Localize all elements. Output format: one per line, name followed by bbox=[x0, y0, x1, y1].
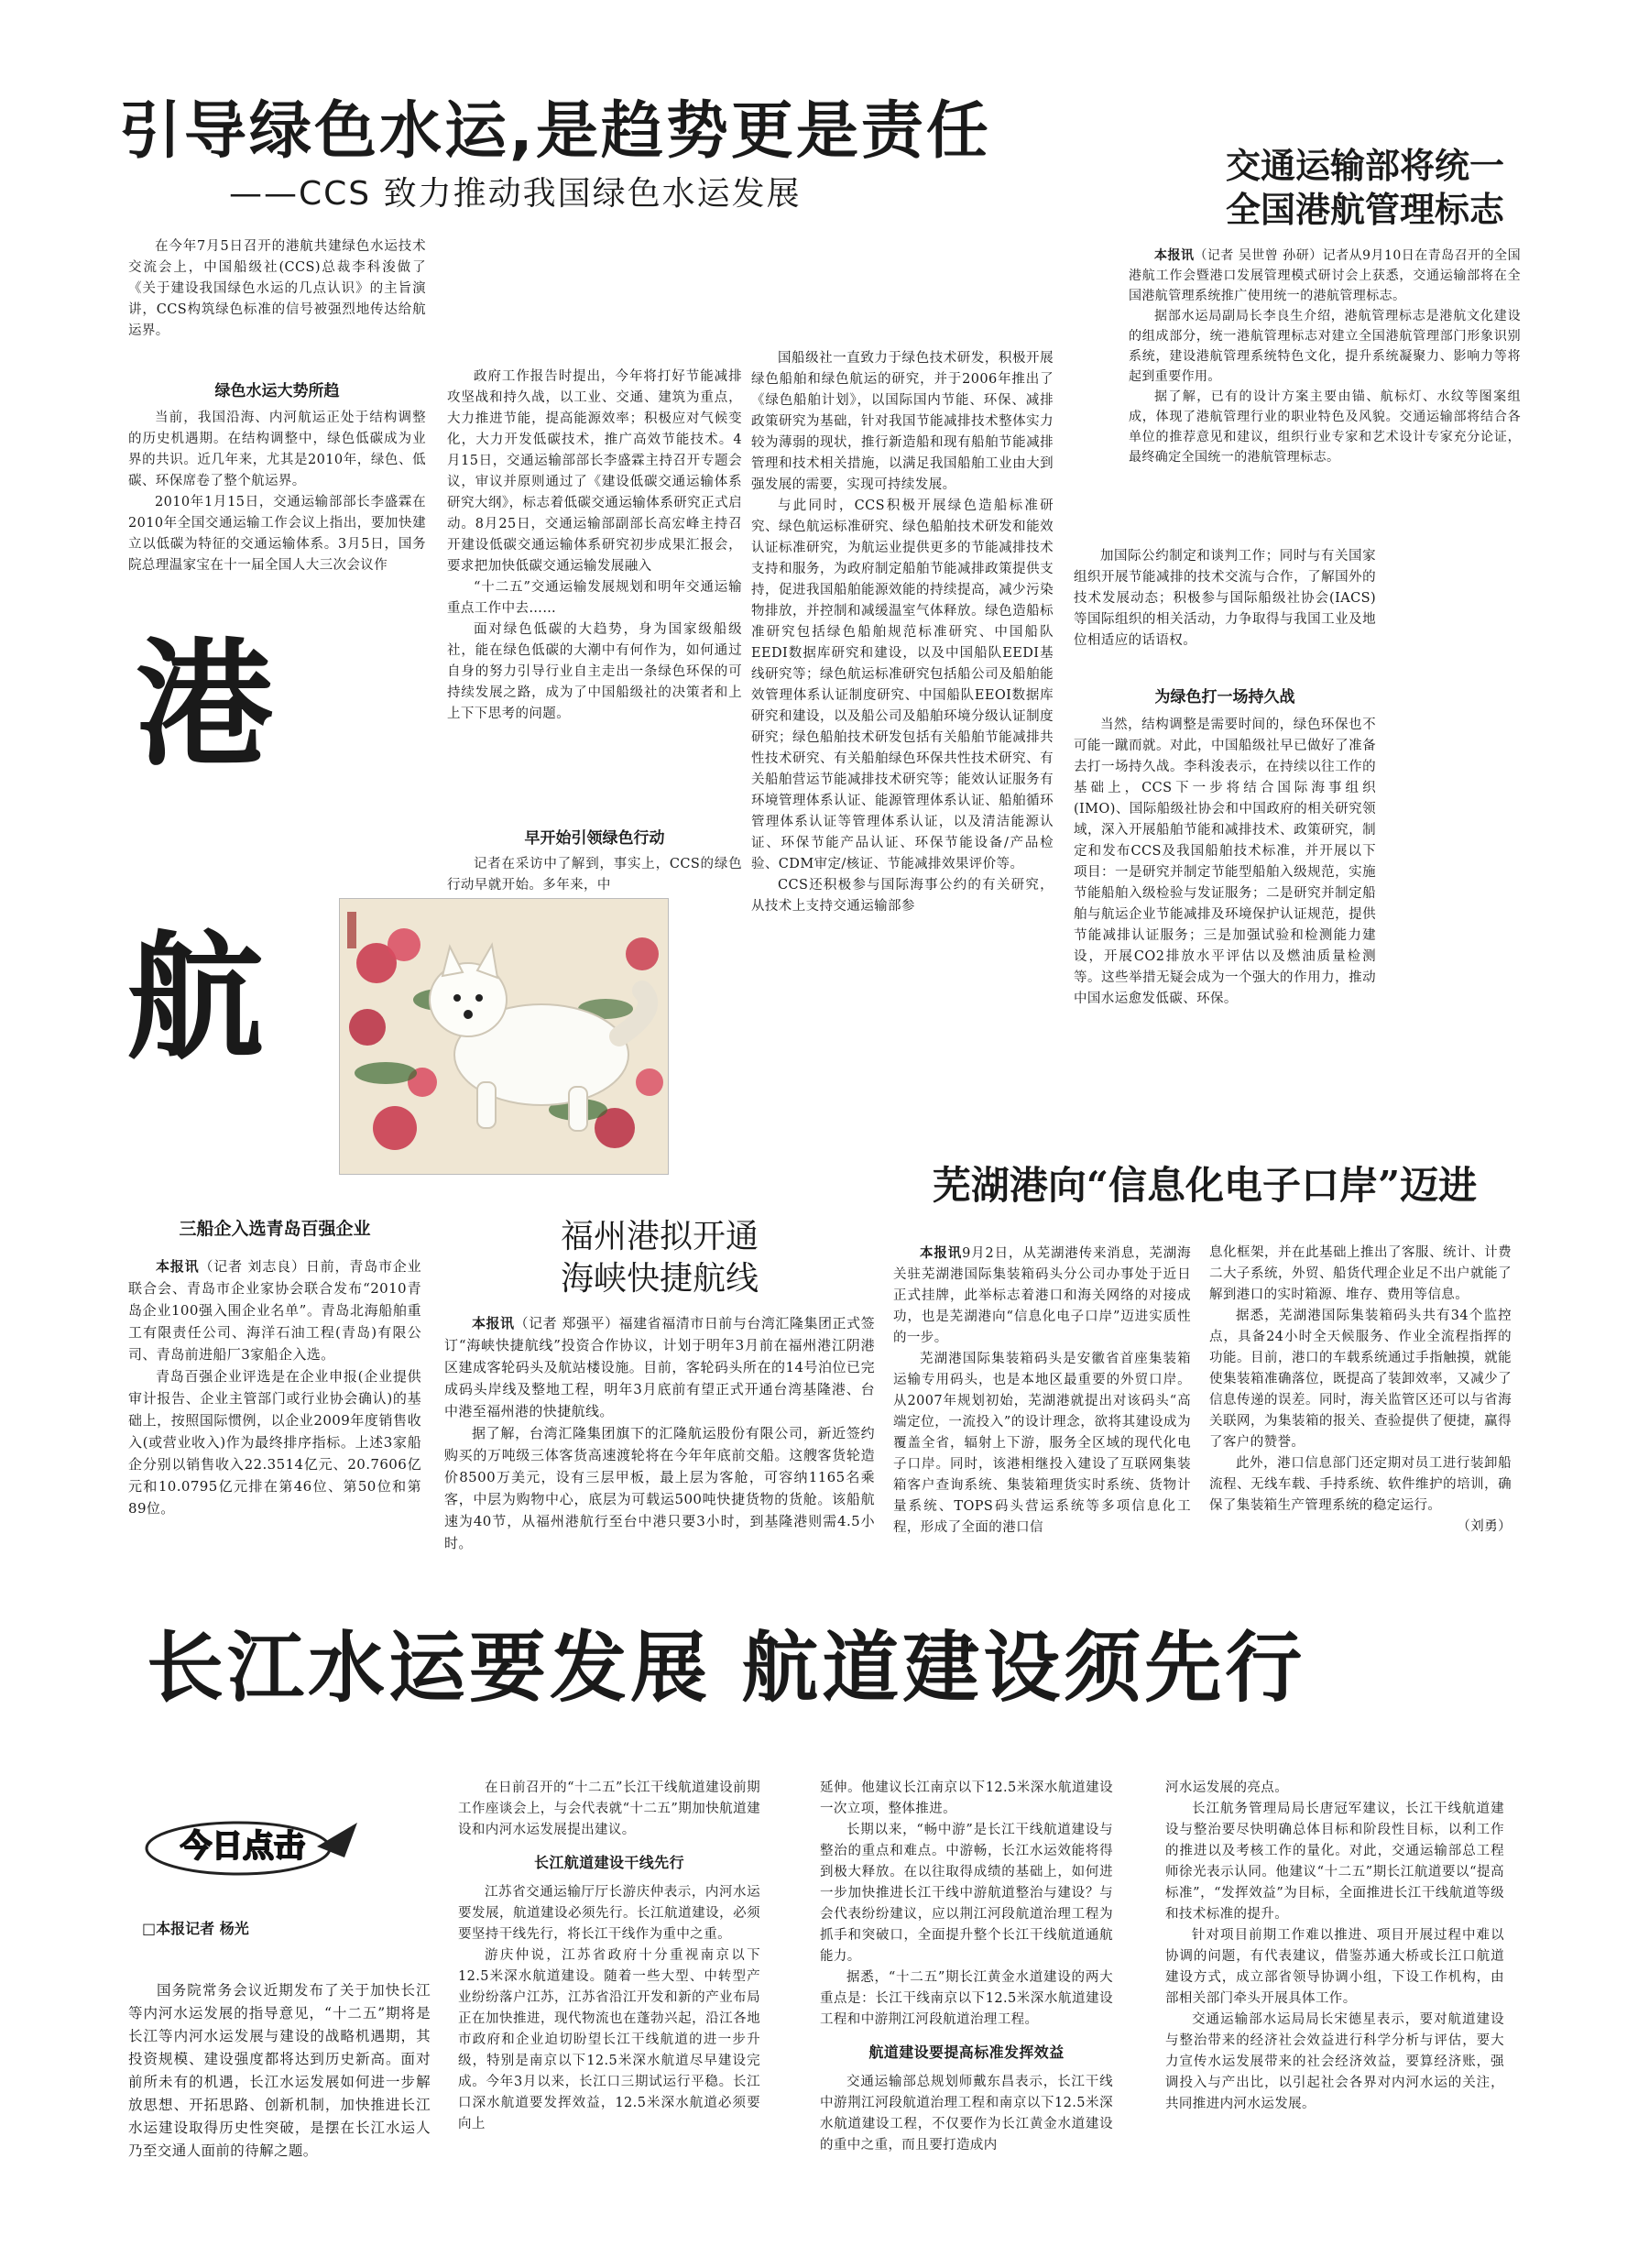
green-col3-body: 国船级社一直致力于绿色技术研发，积极开展绿色船舶和绿色航运的研究，并于2006年推出了《绿色船舶计划》，以国际国内节能、环保、减排政策研究为基础，针对我国节能减排技术整体实力较为薄弱的现状，推行新造船和现有船舶节能减排管理和技术相关措施，以满足我国船舶工业由大到强发展的需要，实现可持续发展。 与此同时，CCS积极开展绿色造船标准研究、绿色航运标准研究、绿色船舶技术研发和能效认证标准研究，为航运业提供更多的节能减排技术支持和服务，为政府制定船舶节能减排政策提供支持，促进我国船舶能源效能的持续提高，减少污染物排放，并控制和减缓温室气体释放。绿色造船标准研究包括绿色船舶规范标准研究、中国船队EEDI数据库研究和建设，以及中国船队EEDI基线研究等；绿色航运标准研究包括船公司及船舶能效管理体系认证制度研究、中国船队EEOI数据库研究和建设，以及船公司及船舶环境分级认证制度研究；绿色船舶技术研发包括有关船舶节能减排共性技术研究、有关船舶绿色环保共性技术研究、有关船舶营运节能减排技术研究等；能效认证服务有环境管理体系认证、能源管理体系认证、船舶循环管理体系认证等管理体系认证，以及清洁能源认证、环保节能产品认证、环保节能设备/产品检验、CDM审定/核证、节能减排效果评价等。 CCS还积极参与国际海事公约的有关研究，从技术上支持交通运输部参 bbox=[751, 351, 1054, 914]
qingdao-byline: 本报讯 bbox=[156, 1258, 200, 1275]
fuzhou-headline-line2: 海峡快捷航线 bbox=[560, 1260, 759, 1298]
qingdao-reporter: （记者 刘志良） bbox=[199, 1258, 306, 1275]
wuhu-p1: 9月2日，从芜湖港传来消息，芜湖海关驻芜湖港国际集装箱码头分公司办事处于近日正式挂牌，此举标志着港口和海关网络的对接成功，也是芜湖港向“信息化电子口岸”迈进实质性的一步。 bbox=[893, 1246, 1192, 1345]
wuhu-byline: 本报讯 bbox=[920, 1245, 963, 1261]
green-col4-body: 加国际公约制定和谈判工作；同时与有关国家组织开展节能减排的技术交流与合作，了解国外的技术发展动态；积极参与国际船级社协会(IACS)等国际组织的相关活动，力争取得与我国工业及地位相适应的话语权。 bbox=[1074, 549, 1376, 648]
yangtze-subhead-1: 长江航道建设干线先行 bbox=[533, 1854, 684, 1871]
sign-p2: 据部水运局副局长李良生介绍，港航管理标志是港航文化建设的组成部分，统一港航管理标志对建立全国港航管理部门形象识别系统，建设港航管理系统特色文化，提升系统凝聚力、影响力等将起到重要作用。 bbox=[1129, 309, 1521, 384]
section-label-char-1: 港 bbox=[136, 626, 274, 785]
wuhu-author: （刘勇） bbox=[1457, 1519, 1512, 1534]
yangtze-col4: 河水运发展的亮点。 长江航务管理局局长唐冠军建议，长江干线航道建设与整治要尽快明确总体目标和阶段性目标，以利工作的推进以及考核工作的量化。对此，交通运输部总工程师徐光表示认同。他建议“十二五”期长江航道要以“提高标准”，“发挥效益”为目标，全面推进长江干线航道等级和技术标准的提升。 针对项目前期工作难以推进、项目开展过程中难以协调的问题，有代表建议，借鉴苏通大桥或长江口航道建设方式，成立部省领导协调小组，下设工作机构，由部相关部门牵头开展具体工作。 交通运输部水运局局长宋德星表示，要对航道建设与整治带来的经济社会效益进行科学分析与评估，要大力宣传水运发展带来的社会经济效益，要算经济账，强调投入与产出比，以引起社会各界对内河水运的关注，共同推进内河水运发展。 bbox=[1165, 1780, 1504, 2111]
sign-body bbox=[1129, 246, 1521, 467]
green-col2-body: 政府工作报告时提出，今年将打好节能减排攻坚战和持久战，以工业、交通、建筑为重点，大力推进节能，提高能源效率；积极应对气候变化，大力开发低碳技术，推广高效节能技术。4月15日，交通运输部部长李盛霖主持召开专题会议，审议并原则通过了《建设低碳交通运输体系研究大纲》，标志着低碳交通运输体系研究正式启动。8月25日，交通运输部副部长高宏峰主持召开建设低碳交通运输体系研究初步成果汇报会，要求把加快低碳交通运输发展融入 “十二五”交通运输发展规划和明年交通运输重点工作中去…… 面对绿色低碳的大趋势，身为国家级船级社，能在绿色低碳的大潮中有何作为，如何通过自身的努力引导行业自主走出一条绿色环保的可持续发展之路，成为了中国船级社的决策者和上上下下思考的问题。 bbox=[447, 369, 742, 721]
sign-byline: 本报讯 bbox=[1154, 248, 1195, 263]
wuhu-p4: 据悉，芜湖港国际集装箱码头共有34个监控点，具备24小时全天候服务、作业全流程指挥的功能。目前，港口的车载系统通过手指触摸，就能使集装箱准确落位，既提高了装卸效率，又减少了信息传递的误差。同时，海关监管区还可以与省海关联网，为集装箱的报关、查验提供了便捷，赢得了客户的赞誉。 bbox=[1209, 1309, 1512, 1450]
green-col4-body-2: 当然，结构调整是需要时间的，绿色环保也不可能一蹴而就。对此，中国船级社早已做好了准备去打一场持久战。李科浚表示，在持续以往工作的基础上，CCS下一步将结合国际海事组织(IMO)、国际船级社协会和中国政府的相关研究领域，深入开展船舶节能和减排技术、政策研究，制定和发布CCS及我国船舶技术标准，并开展以下项目：一是研究并制定节能型船舶入级规范，实施节能船舶入级检验与发证服务；二是研究并制定船舶与航运企业节能减排及环境保护认证规范，提供节能减排认证服务；三是加强试验和检测能力建设，开展CO2排放水平评估以及燃油质量检测等。这些举措无疑会成为一个强大的作用力，推动中国水运愈发低碳、环保。 bbox=[1074, 718, 1376, 1006]
yangtze-subhead-2: 航道建设要提高标准发挥效益 bbox=[868, 2043, 1065, 2061]
section-label-char-2: 航 bbox=[126, 919, 265, 1079]
wuhu-p3: 息化框架，并在此基础上推出了客服、统计、计费二大子系统，外贸、船货代理企业足不出户就能了解到港口的实时箱源、堆存、费用等信息。 bbox=[1209, 1245, 1512, 1302]
yangtze-byline: □本报记者 杨光 bbox=[142, 1920, 249, 1937]
green-subheadline: ——CCS 致力推动我国绿色水运发展 bbox=[229, 175, 802, 213]
yangtze-headline: 长江水运要发展 航道建设须先行 bbox=[147, 1622, 1306, 1713]
sign-p1: 记者从9月10日在青岛召开的全国港航工作会暨港口发展管理模式研讨会上获悉，交通运输部将在全国港航管理系统推广使用统一的港航管理标志。 bbox=[1129, 248, 1521, 303]
today-click-label: 今日点击 bbox=[180, 1828, 305, 1865]
green-subhead-1: 绿色水运大势所趋 bbox=[214, 382, 340, 400]
fuzhou-headline-line1: 福州港拟开通 bbox=[560, 1218, 759, 1255]
yangtze-col2: 在日前召开的“十二五”长江干线航道建设前期工作座谈会上，与会代表就“十二五”期加快航道建设和内河水运发展提出建议。 长江航道建设干线先行 江苏省交通运输厅厅长游庆仲表示，内河水运要发展，航道建设必须先行。长江航道建设，必须要坚持干线先行，将长江干线作为重中之重。 游庆仲说，江苏省政府十分重视南京以下12.5米深水航道建设。随着一些大型、中转型产业纷纷落户江苏，江苏省沿江开发和新的产业布局正在加快推进，现代物流也在蓬勃兴起，沿江各地市政府和企业迫切盼望长江干线航道的进一步升级，特别是南京以下12.5米深水航道尽早建设完成。今年3月以来，长江口三期试运行平稳。长江口深水航道要发挥效益，12.5米深水航道必须要向上 bbox=[458, 1780, 760, 2131]
green-headline: 引导绿色水运,是趋势更是责任 bbox=[119, 95, 991, 168]
fuzhou-reporter: （记者 郑强平） bbox=[514, 1315, 619, 1331]
green-subhead-2: 早开始引领绿色行动 bbox=[524, 829, 665, 848]
wuhu-p2: 芜湖港国际集装箱码头是安徽省首座集装箱运输专用码头，也是本地区最重要的外贸口岸。从2007年规划初始，芜湖港就提出对该码头“高端定位，一流投入”的设计理念，欲将其建设成为覆盖全省，辐射上下游，服务全区域的现代化电子口岸。同时，该港相继投入建设了互联网集装箱客户查询系统、集装箱理货实时系统、货物计量系统、TOPS码头营运系统等多项信息化工程，形成了全面的港口信 bbox=[893, 1352, 1191, 1535]
green-intro: 在今年7月5日召开的港航共建绿色水运技术交流会上，中国船级社(CCS)总裁李科浚做了《关于建设我国绿色水运的几点认识》的主旨演讲，CCS构筑绿色标准的信号被强烈地传达给航运界。 bbox=[128, 239, 426, 338]
dog-painting bbox=[339, 898, 669, 1175]
qingdao-headline: 三船企入选青岛百强企业 bbox=[179, 1219, 371, 1239]
qingdao-body bbox=[128, 1255, 421, 1519]
fuzhou-body bbox=[444, 1312, 875, 1554]
wuhu-headline: 芜湖港向“信息化电子口岸”迈进 bbox=[932, 1163, 1478, 1208]
sign-reporter: （记者 吴世曾 孙研） bbox=[1194, 248, 1323, 263]
yangtze-col3: 延伸。他建议长江南京以下12.5米深水航道建设一次立项，整体推进。 长期以来，“畅中游”是长江干线航道建设与整治的重点和难点。中游畅，长江水运效能将得到极大释放。在以往取得成绩的基础上，如何进一步加快推进长江干线中游航道整治与建设？与会代表纷纷建议，应以荆江河段航道治理工程为抓手和突破口，全面提升整个长江干线航道通航能力。 据悉，“十二五”期长江黄金水道建设的两大重点是：长江干线南京以下12.5米深水航道建设工程和中游荆江河段航道治理工程。 航道建设要提高标准发挥效益 交通运输部总规划师戴东昌表示，长江干线中游荆江河段航道治理工程和南京以下12.5米深水航道建设工程，不仅要作为长江黄金水道建设的重中之重，而且要打造成内 bbox=[820, 1780, 1113, 2153]
green-col2-tail: 记者在采访中了解到，事实上，CCS的绿色行动早就开始。多年来，中 bbox=[447, 857, 742, 893]
qingdao-p1: 日前，青岛市企业联合会、青岛市企业家协会联合发布“2010青岛企业100强入围企业名单”。青岛北海船舶重工有限责任公司、海洋石油工程(青岛)有限公司、青岛前进船厂3家船企入选。 bbox=[128, 1258, 421, 1363]
dog-painting-art bbox=[340, 899, 668, 1174]
wuhu-p5: 此外，港口信息部门还定期对员工进行装卸船流程、无线车载、手持系统、软件维护的培训，确保了集装箱生产管理系统的稳定运行。 bbox=[1209, 1456, 1512, 1513]
wuhu-col1 bbox=[893, 1243, 1191, 1539]
sign-headline-line1: 交通运输部将统一 bbox=[1225, 145, 1504, 186]
fuzhou-byline: 本报讯 bbox=[472, 1315, 515, 1331]
today-click-badge bbox=[137, 1810, 366, 1883]
fuzhou-p1: 福建省福清市日前与台湾汇隆集团正式签订“海峡快捷航线”投资合作协议，计划于明年3月前在福州港江阴港区建成客轮码头及航站楼设施。目前，客轮码头所在的14号泊位已完成码头岸线及整地工程，明年3月底前有望正式开通台湾基隆港、台中港至福州港的快捷航线。 bbox=[444, 1315, 876, 1419]
painting-seal bbox=[347, 912, 356, 948]
green-subhead-3: 为绿色打一场持久战 bbox=[1154, 688, 1295, 707]
yangtze-col1: 国务院常务会议近期发布了关于加快长江等内河水运发展的指导意见，“十二五”期将是长江等内河水运发展与建设的战略机遇期，其投资规模、建设强度都将达到历史新高。面对前所未有的机遇，长江水运发展如何进一步解放思想、开拓思路、创新机制，加快推进长江水运建设取得历史性突破，是摆在长江水运人乃至交通人面前的待解之题。 bbox=[128, 1982, 431, 2159]
qingdao-p2: 青岛百强企业评选是在企业申报(企业提供审计报告、企业主管部门或行业协会确认)的基础上，按照国际惯例，以企业2009年度销售收入(或营业收入)作为最终排序指标。上述3家船企分别以销售收入22.3514亿元、20.7606亿元和10.0795亿元排在第46位、第50位和第89位。 bbox=[128, 1368, 421, 1517]
sign-headline-line2: 全国港航管理标志 bbox=[1225, 189, 1504, 230]
green-col1-body: 当前，我国沿海、内河航运正处于结构调整的历史机遇期。在结构调整中，绿色低碳成为业界的共识。近几年来，尤其是2010年，绿色、低碳、环保席卷了整个航运界。 2010年1月15日，交通运输部部长李盛霖在2010年全国交通运输工作会议上指出，要加快建立以低碳为特征的交通运输体系。3月5日，国务院总理温家宝在十一届全国人大三次会议作 bbox=[128, 411, 426, 573]
fuzhou-p2: 据了解，台湾汇隆集团旗下的汇隆航运股份有限公司，新近签约购买的万吨级三体客货高速渡轮将在今年年底前交船。这艘客货轮造价8500万美元，设有三层甲板，最上层为客舱，可容纳1165名乘客，中层为购物中心，底层为可载运500吨快捷货物的货舱。该船航速为40节，从福州港航行至台中港只要3小时，到基隆港则需4.5小时。 bbox=[444, 1425, 875, 1551]
sign-p3: 据了解，已有的设计方案主要由锚、航标灯、水纹等图案组成，体现了港航管理行业的职业特色及风貌。交通运输部将结合各单位的推荐意见和建议，组织行业专家和艺术设计专家充分论证，最终确定全国统一的港航管理标志。 bbox=[1129, 389, 1521, 465]
wuhu-col2 bbox=[1209, 1243, 1512, 1538]
